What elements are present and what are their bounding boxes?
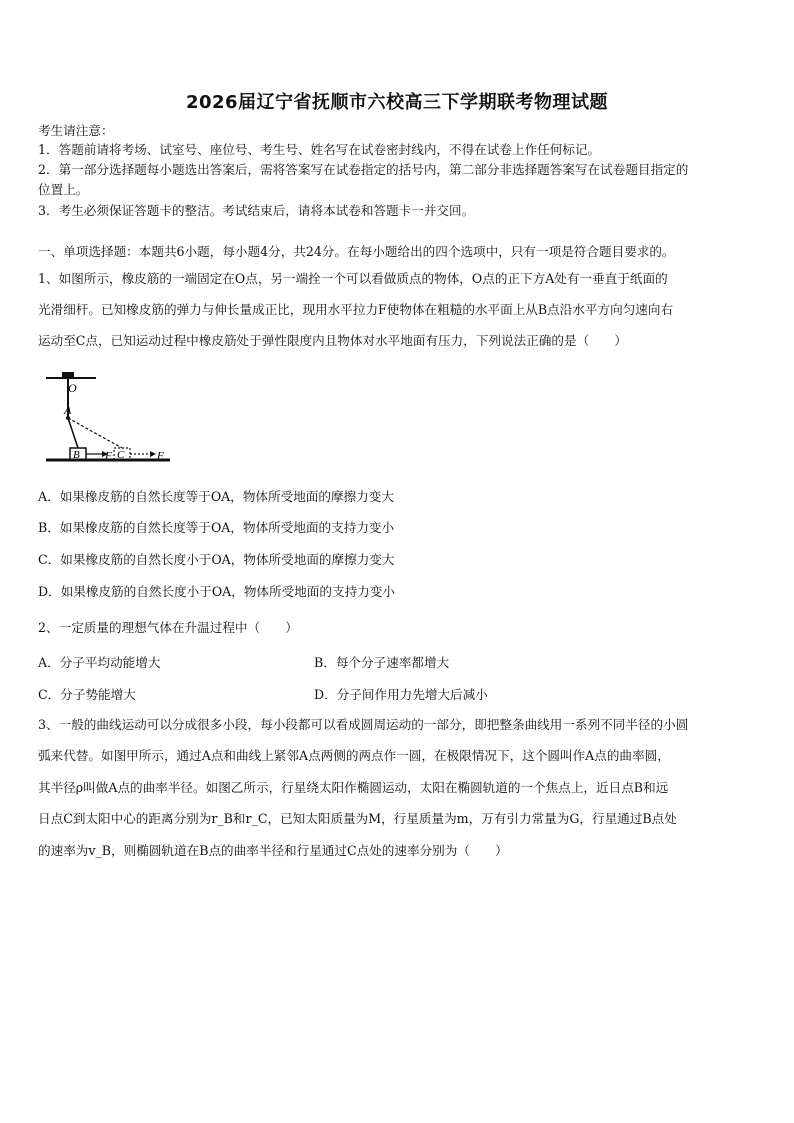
question-1-stem: 光滑细杆。已知橡皮筋的弹力与伸长量成正比，现用水平拉力F使物体在粗糙的水平面上从B点沿水平方向匀速向右 (38, 302, 674, 317)
rubber-band-figure (42, 370, 174, 474)
question-3-stem: 日点C到太阳中心的距离分别为r_B和r_C，已知太阳质量为M，行星质量为m，万有引力常量为G，行星通过B点处 (38, 811, 677, 826)
question-3-stem: 的速率为v_B，则椭圆轨道在B点的曲率半径和行星通过C点处的速率分别为（ ） (38, 843, 508, 858)
question-1-option-a: A．如果橡皮筋的自然长度等于OA，物体所受地面的摩擦力变大 (38, 489, 394, 504)
label-o: O (68, 381, 77, 395)
question-2-option-d: D．分子间作用力先增大后减小 (314, 687, 488, 702)
question-3-stem: 弧来代替。如图甲所示，通过A点和曲线上紧邻A点两侧的两点作一圆，在极限情况下，这个圆叫作A点的曲率圆， (38, 748, 670, 763)
notice-heading: 考生请注意： (38, 123, 114, 138)
question-1-stem: 运动至C点，已知运动过程中橡皮筋处于弹性限度内且物体对水平地面有压力，下列说法正确的是（ ） (38, 333, 627, 348)
notice-item: 2．第一部分选择题每小题选出答案后，需将答案写在试卷指定的括号内，第二部分非选择题答案写在试卷题目指定的 (38, 162, 689, 177)
label-a: A (64, 403, 72, 417)
notice-item: 3．考生必须保证答题卡的整洁。考试结束后，请将本试卷和答题卡一并交回。 (38, 203, 475, 218)
label-f-c: F (157, 450, 164, 462)
notice-item: 位置上。 (38, 182, 89, 197)
section-heading: 一、单项选择题：本题共6小题，每小题4分，共24分。在每小题给出的四个选项中，只有一项是符合题目要求的。 (38, 244, 675, 259)
label-c: C (117, 449, 125, 461)
question-3-stem: 其半径ρ叫做A点的曲率半径。如图乙所示，行星绕太阳作椭圆运动，太阳在椭圆轨道的一个焦点上，近日点B和远 (38, 780, 669, 795)
question-2-option-b: B．每个分子速率都增大 (314, 655, 450, 670)
label-f-b: F (105, 450, 112, 462)
question-1-option-c: C．如果橡皮筋的自然长度小于OA，物体所受地面的摩擦力变大 (38, 552, 395, 567)
rubber-band-to-b (68, 418, 78, 448)
question-3-stem: 3、一般的曲线运动可以分成很多小段，每小段都可以看成圆周运动的一部分，即把整条曲线用一系列不同半径的小圆 (38, 717, 689, 732)
page-title: 2026届辽宁省抚顺市六校高三下学期联考物理试题 (185, 92, 609, 113)
question-1-stem: 1、如图所示，橡皮筋的一端固定在O点，另一端拴一个可以看做质点的物体，O点的正下方A处有一垂直于纸面的 (38, 271, 668, 286)
question-2-option-a: A．分子平均动能增大 (38, 655, 161, 670)
notice-item: 1．答题前请将考场、试室号、座位号、考生号、姓名写在试卷密封线内，不得在试卷上作任何标记。 (38, 142, 601, 157)
question-1-option-b: B．如果橡皮筋的自然长度等于OA，物体所受地面的支持力变小 (38, 520, 395, 535)
question-2-option-c: C．分子势能增大 (38, 687, 136, 702)
question-1-option-d: D．如果橡皮筋的自然长度小于OA，物体所受地面的支持力变小 (38, 584, 395, 599)
question-2-stem: 2、一定质量的理想气体在升温过程中（ ） (38, 620, 298, 635)
label-b: B (73, 449, 80, 461)
